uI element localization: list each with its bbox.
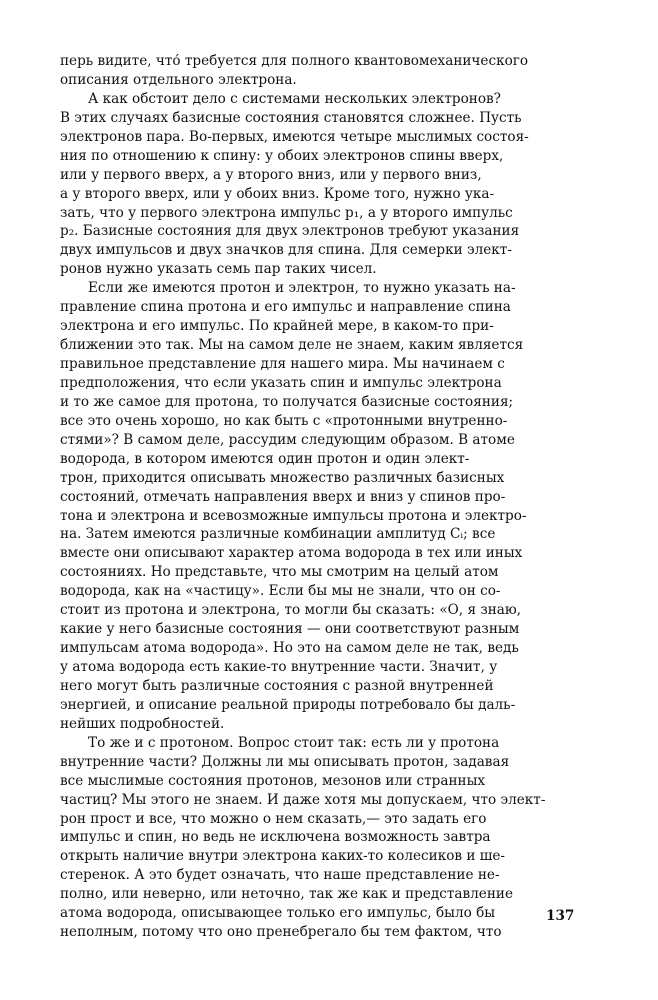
text-line: А как обстоит дело с системами нескольких электронов? xyxy=(88,90,501,107)
text-line: неполным, потому что оно пренебрегало бы тем фактом, что xyxy=(60,924,502,941)
text-line: состояниях. Но представьте, что мы смотрим на целый атом xyxy=(60,564,499,581)
text-line: рон прост и все, что можно о нем сказать,— это задать его xyxy=(60,810,487,827)
text-line: импульс и спин, но ведь не исключена возможность завтра xyxy=(60,829,491,846)
text-line: открыть наличие внутри электрона каких-то колесиков и ше- xyxy=(60,848,506,865)
text-line: и то же самое для протона, то получатся базисные состояния; xyxy=(60,393,514,410)
text-line: на. Затем имеются различные комбинации амплитуд Cᵢ; все xyxy=(60,526,496,543)
text-line: перь видите, что́ требуется для полного квантовомеханического xyxy=(60,53,529,69)
text-line: водорода, в котором имеются один протон и один элект- xyxy=(60,450,470,467)
page-number: 137 xyxy=(546,908,575,924)
text-line: энергией, и описание реальной природы потребовало бы даль- xyxy=(60,696,516,713)
text-line: полно, или неверно, или неточно, так же как и представление xyxy=(60,886,514,903)
text-line: зать, что у первого электрона импульс p₁, а у второго импульс xyxy=(60,204,513,221)
text-line: То же и с протоном. Вопрос стоит так: есть ли у протона xyxy=(88,734,500,751)
text-line: водорода, как на «частицу». Если бы мы не знали, что он со- xyxy=(60,583,501,600)
text-line: а у второго вверх, или у обоих вниз. Кроме того, нужно ука- xyxy=(60,185,495,202)
text-line: правильное представление для нашего мира. Мы начинаем с xyxy=(60,356,505,372)
text-line: стеренок. А это будет означать, что наше представление не- xyxy=(60,867,500,884)
text-line: описания отдельного электрона. xyxy=(60,71,297,88)
text-line: трон, приходится описывать множество различных базисных xyxy=(60,469,505,486)
text-line: него могут быть различные состояния с разной внутренней xyxy=(60,677,494,694)
text-line: В этих случаях базисные состояния становятся сложнее. Пусть xyxy=(60,109,522,126)
text-line: предположения, что если указать спин и импульс электрона xyxy=(60,374,502,391)
text-line: состояний, отмечать направления вверх и вниз у спинов про- xyxy=(60,488,506,505)
text-line: ния по отношению к спину: у обоих электронов спины вверх, xyxy=(60,147,504,164)
text-line: нейших подробностей. xyxy=(60,715,225,732)
text-line: Если же имеются протон и электрон, то нужно указать на- xyxy=(88,280,516,297)
text-line: двух импульсов и двух значков для спина. Для семерки элект- xyxy=(60,242,512,259)
text-line: стоит из протона и электрона, то могли бы сказать: «О, я знаю, xyxy=(60,602,522,619)
text-line: какие у него базисные состояния — они соответствуют разным xyxy=(60,621,520,638)
text-line: ронов нужно указать семь пар таких чисел. xyxy=(60,261,377,278)
text-line: p₂. Базисные состояния для двух электронов требуют указания xyxy=(60,223,520,240)
text-line: у атома водорода есть какие-то внутренние части. Значит, у xyxy=(60,659,498,675)
text-line: атома водорода, описывающее только его импульс, было бы xyxy=(60,905,496,922)
text-line: стями»? В самом деле, рассудим следующим образом. В атоме xyxy=(60,431,515,448)
text-line: внутренние части? Должны ли мы описывать протон, задавая xyxy=(60,753,510,770)
text-line: все мыслимые состояния протонов, мезонов или странных xyxy=(60,772,486,789)
text-line: вместе они описывают характер атома водорода в тех или иных xyxy=(60,545,523,562)
text-line: тона и электрона и всевозможные импульсы протона и электро- xyxy=(60,507,527,524)
text-line: импульсам атома водорода». Но это на самом деле не так, ведь xyxy=(60,640,519,657)
text-line: или у первого вверх, а у второго вниз, или у первого вниз, xyxy=(60,166,482,183)
page-body xyxy=(60,52,575,942)
text-line: частиц? Мы этого не знаем. И даже хотя мы допускаем, что элект- xyxy=(60,791,546,808)
text-line: правление спина протона и его импульс и направление спина xyxy=(60,299,511,316)
text-line: электронов пара. Во-первых, имеются четыре мыслимых состоя- xyxy=(60,128,529,145)
text-line: электрона и его импульс. По крайней мере, в каком-то при- xyxy=(60,318,494,335)
text-line: ближении это так. Мы на самом деле не знаем, каким является xyxy=(60,337,524,354)
text-line: все это очень хорошо, но как быть с «протонными внутренно- xyxy=(60,412,508,429)
